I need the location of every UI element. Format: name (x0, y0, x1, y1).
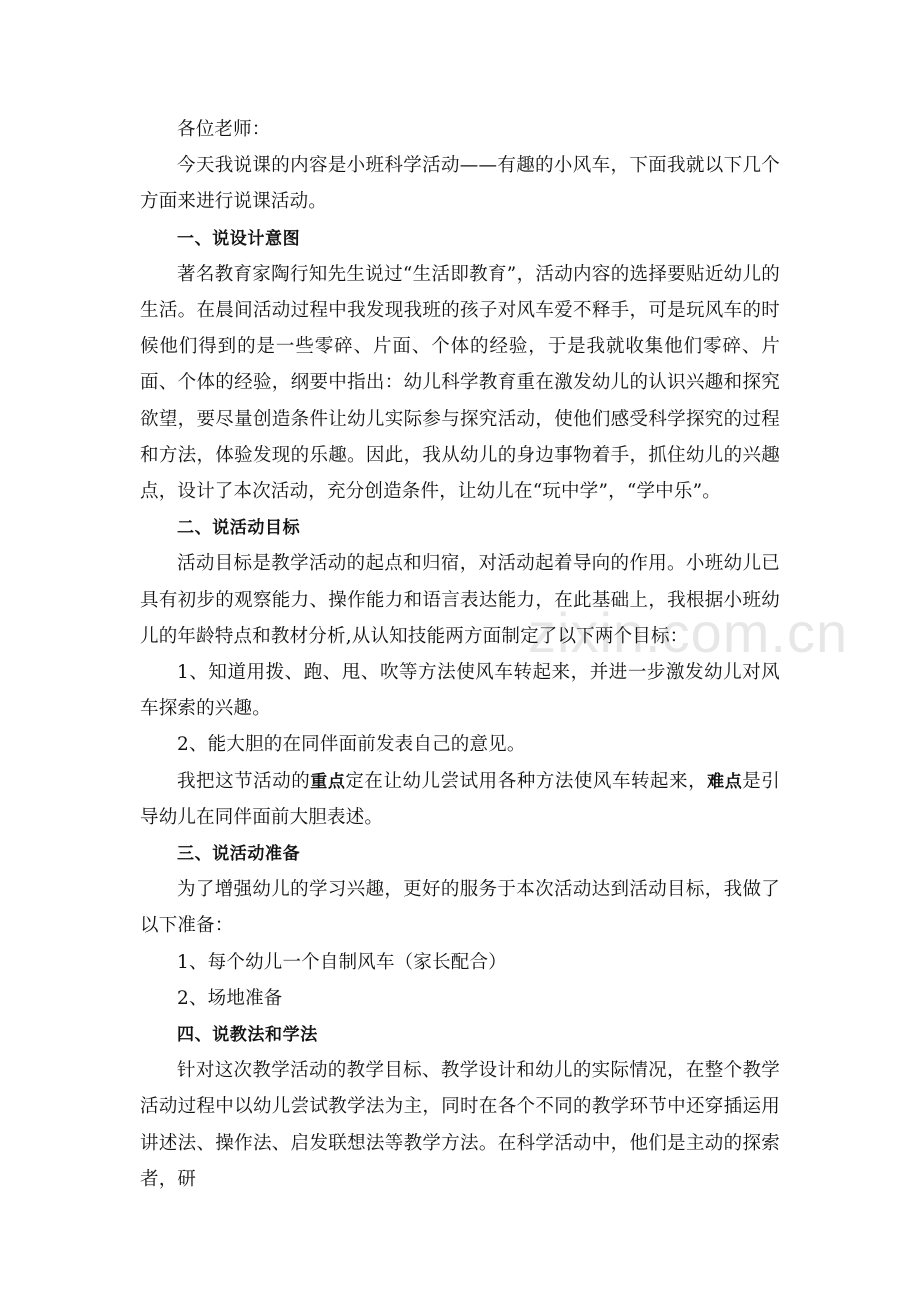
document-page (140, 112, 780, 1198)
focus-text-2: 定在让幼儿尝试用各种方法使风车转起来， (345, 770, 708, 792)
focus-text-3: 是引导幼儿在同伴面前大胆表述。 (140, 770, 781, 828)
section-heading-methods: 四、说教法和学法 (177, 1025, 318, 1046)
focus-text-1: 我把这节活动的 (177, 770, 311, 792)
goals-paragraph: 活动目标是教学活动的起点和归宿，对活动起着导向的作用。小班幼儿已具有初步的观察能力、操作能力和语言表达能力，在此基础上，我根据小班幼儿的年龄特点和教材分析,从认知技能两方面制定了以下两个目标： (140, 553, 780, 647)
prep-item-2: 2、场地准备 (177, 987, 283, 1009)
intro-paragraph: 今天我说课的内容是小班科学活动——有趣的小风车，下面我就以下几个方面来进行说课活动。 (140, 155, 780, 213)
focus-difficulty: 难点 (707, 771, 743, 792)
focus-paragraph (140, 764, 780, 836)
section-heading-goals: 二、说活动目标 (177, 518, 301, 539)
focus-key-point: 重点 (310, 771, 346, 792)
prep-paragraph: 为了增强幼儿的学习兴趣，更好的服务于本次活动达到活动目标，我做了以下准备： (140, 879, 780, 937)
greeting: 各位老师： (177, 119, 271, 140)
section-heading-prep: 三、说活动准备 (177, 844, 301, 865)
goal-item-1: 1、知道用拨、跑、甩、吹等方法使风车转起来，并进一步激发幼儿对风车探索的兴趣。 (140, 662, 780, 720)
prep-item-1: 1、每个幼儿一个自制风车（家长配合） (177, 951, 507, 973)
section-heading-design: 一、说设计意图 (177, 228, 301, 249)
design-paragraph: 著名教育家陶行知先生说过“生活即教育”，活动内容的选择要贴近幼儿的生活。在晨间活动过程中我发现我班的孩子对风车爱不释手，可是玩风车的时候他们得到的是一些零碎、片面、个体的经验，于是我就收集他们零碎、片面、个体的经验，纲要中指出：幼儿科学教育重在激发幼儿的认识兴趣和探究欲望，要尽量创造条件让幼儿实际参与探究活动，使他们感受科学探究的过程和方法，体验发现的乐趣。因此，我从幼儿的身边事物着手，抓住幼儿的兴趣点，设计了本次活动，充分创造条件，让幼儿在“玩中学”，“学中乐”。 (140, 263, 780, 503)
methods-paragraph: 针对这次教学活动的教学目标、教学设计和幼儿的实际情况，在整个教学活动过程中以幼儿尝试教学法为主，同时在各个不同的教学环节中还穿插运用讲述法、操作法、启发联想法等教学方法。在科学活动中，他们是主动的探索者，研 (140, 1060, 780, 1190)
goal-item-2: 2、能大胆的在同伴面前发表自己的意见。 (177, 734, 526, 756)
watermark-text: zixin.com.cn (528, 601, 849, 664)
